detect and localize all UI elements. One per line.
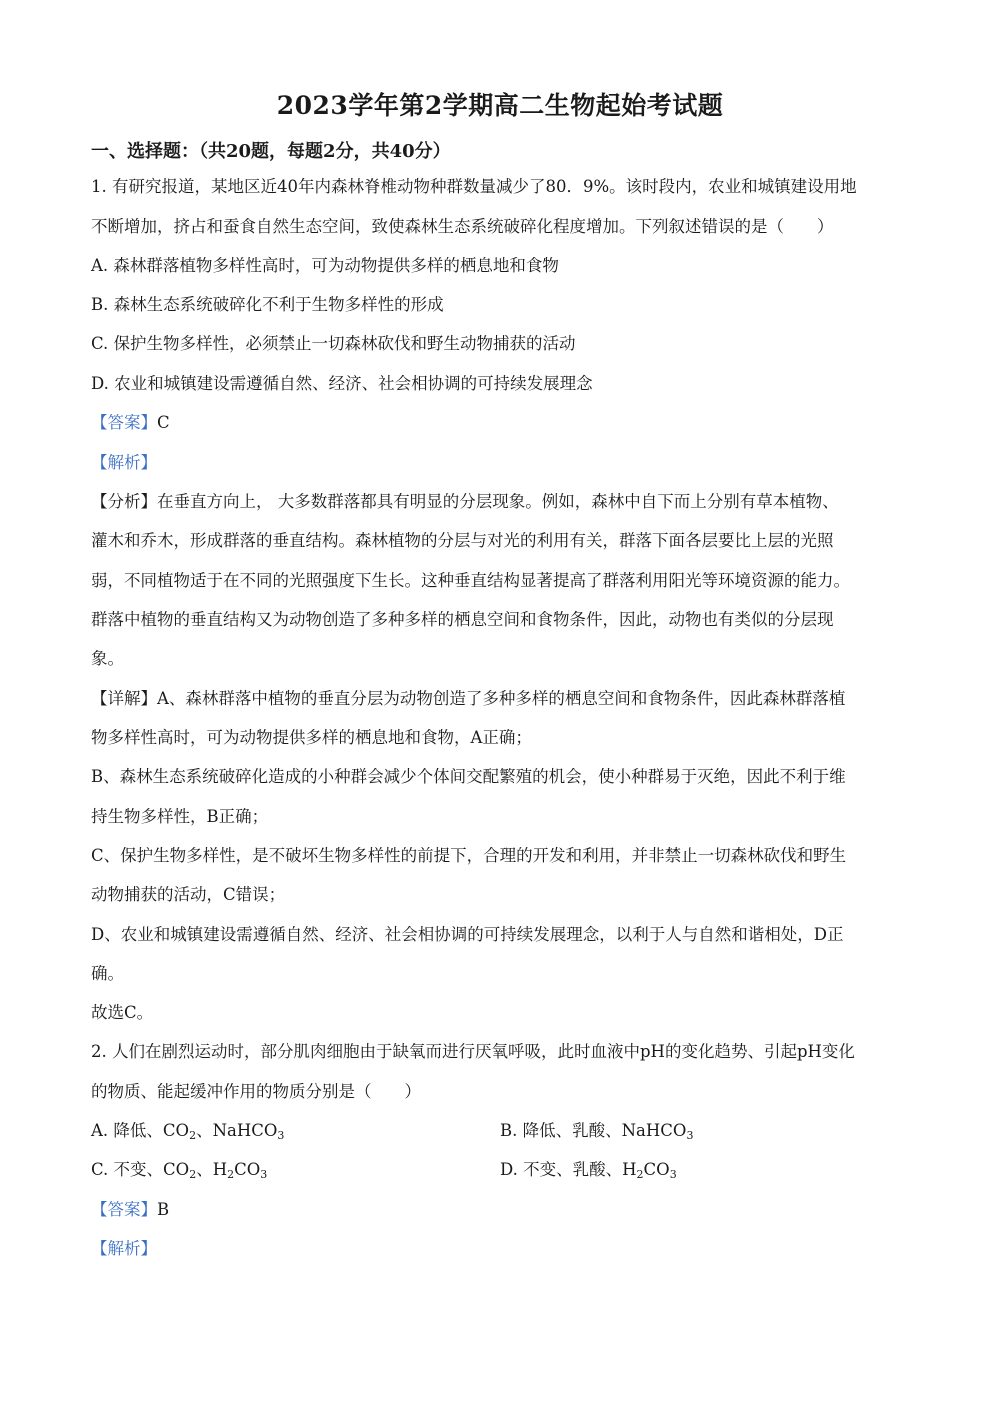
q1-conclusion: 故选C。 — [91, 1003, 154, 1022]
q1-fenxi-line-2: 灌木和乔木，形成群落的垂直结构。森林植物的分层与对光的利用有关，群落下面各层要比上层的光照 — [91, 531, 834, 550]
answer-tag: 【答案】 — [91, 1200, 157, 1219]
subscript: 2 — [189, 1129, 197, 1142]
xiangjie-tag: 【详解】 — [91, 689, 157, 708]
q1-xiangjie-c-2: 动物捕获的活动，C错误； — [91, 885, 286, 904]
q2-option-a-text: A. 降低、CO — [91, 1121, 190, 1140]
q1-option-a: A. 森林群落植物多样性高时，可为动物提供多样的栖息地和食物 — [91, 256, 559, 275]
q2-option-d — [500, 1159, 677, 1181]
q2-option-a — [91, 1120, 284, 1142]
q2-option-b — [500, 1120, 693, 1142]
q2-option-d-text: D. 不变、乳酸、H — [500, 1160, 637, 1179]
q2-answer-line — [91, 1199, 169, 1221]
q2-option-d-text-2: CO — [643, 1160, 670, 1179]
analysis-tag: 【解析】 — [91, 453, 157, 472]
q1-option-c: C. 保护生物多样性，必须禁止一切森林砍伐和野生动物捕获的活动 — [91, 334, 576, 353]
q1-xiangjie-c-1: C、保护生物多样性，是不破坏生物多样性的前提下，合理的开发和利用，并非禁止一切森林砍伐和野生 — [91, 846, 847, 865]
q2-option-b-text: B. 降低、乳酸、NaHCO — [500, 1121, 687, 1140]
q1-answer-line — [91, 412, 170, 434]
q1-fenxi-line-1 — [91, 491, 839, 513]
subscript: 2 — [636, 1168, 644, 1181]
q2-answer-value: B — [157, 1200, 170, 1219]
subscript: 3 — [260, 1168, 268, 1181]
subscript: 3 — [686, 1129, 694, 1142]
subscript: 2 — [227, 1168, 235, 1181]
fenxi-text-1: 在垂直方向上， 大多数群落都具有明显的分层现象。例如，森林中自下而上分别有草本植物、 — [157, 492, 839, 511]
q2-stem-line-1: 2. 人们在剧烈运动时，部分肌肉细胞由于缺氧而进行厌氧呼吸，此时血液中pH的变化趋势、引起pH变化 — [91, 1042, 855, 1061]
q1-option-d: D. 农业和城镇建设需遵循自然、经济、社会相协调的可持续发展理念 — [91, 374, 593, 393]
fenxi-tag: 【分析】 — [91, 492, 157, 511]
q1-fenxi-line-4: 群落中植物的垂直结构又为动物创造了多种多样的栖息空间和食物条件，因此，动物也有类似的分层现 — [91, 610, 834, 629]
q2-option-c-text: C. 不变、CO — [91, 1160, 190, 1179]
q1-xiangjie-b-2: 持生物多样性，B正确； — [91, 807, 269, 826]
q1-fenxi-line-3: 弱，不同植物适于在不同的光照强度下生长。这种垂直结构显著提高了群落利用阳光等环境资源的能力。 — [91, 571, 850, 590]
q1-fenxi-line-5: 象。 — [91, 649, 124, 668]
q1-answer-value: C — [157, 413, 170, 432]
q1-option-b: B. 森林生态系统破碎化不利于生物多样性的形成 — [91, 295, 444, 314]
q2-option-c-text-2: 、H — [196, 1160, 228, 1179]
q1-stem-line-1: 1. 有研究报道，某地区近40年内森林脊椎动物种群数量减少了80．9%。该时段内，农业和城镇建设用地 — [91, 177, 857, 196]
subscript: 3 — [277, 1129, 285, 1142]
q2-option-a-text-2: 、NaHCO — [196, 1121, 278, 1140]
subscript: 2 — [189, 1168, 197, 1181]
analysis-tag: 【解析】 — [91, 1239, 157, 1258]
q1-xiangjie-d-1: D、农业和城镇建设需遵循自然、经济、社会相协调的可持续发展理念，以利于人与自然和谐相处，D正 — [91, 925, 844, 944]
section-heading: 一、选择题：（共20题，每题2分，共40分） — [91, 141, 451, 162]
q1-xiangjie-b-1: B、森林生态系统破碎化造成的小种群会减少个体间交配繁殖的机会，使小种群易于灭绝，因此不利于维 — [91, 767, 846, 786]
q2-stem-line-2: 的物质、能起缓冲作用的物质分别是（ ） — [91, 1082, 421, 1101]
q1-xiangjie-d-2: 确。 — [91, 964, 124, 983]
q1-xiangjie-line-1 — [91, 688, 845, 710]
subscript: 3 — [669, 1168, 677, 1181]
q2-option-c-text-3: CO — [234, 1160, 261, 1179]
q1-analysis-line — [91, 452, 157, 474]
xiangjie-a-1: A、森林群落中植物的垂直分层为动物创造了多种多样的栖息空间和食物条件，因此森林群落植 — [157, 689, 846, 708]
q2-analysis-line — [91, 1238, 157, 1260]
q1-xiangjie-a-2: 物多样性高时，可为动物提供多样的栖息地和食物，A正确； — [91, 728, 532, 747]
page-title: 2023学年第2学期高二生物起始考试题 — [276, 91, 724, 120]
q1-stem-line-2: 不断增加，挤占和蚕食自然生态空间，致使森林生态系统破碎化程度增加。下列叙述错误的是（ ） — [91, 217, 834, 236]
q2-option-c — [91, 1159, 267, 1181]
answer-tag: 【答案】 — [91, 413, 157, 432]
